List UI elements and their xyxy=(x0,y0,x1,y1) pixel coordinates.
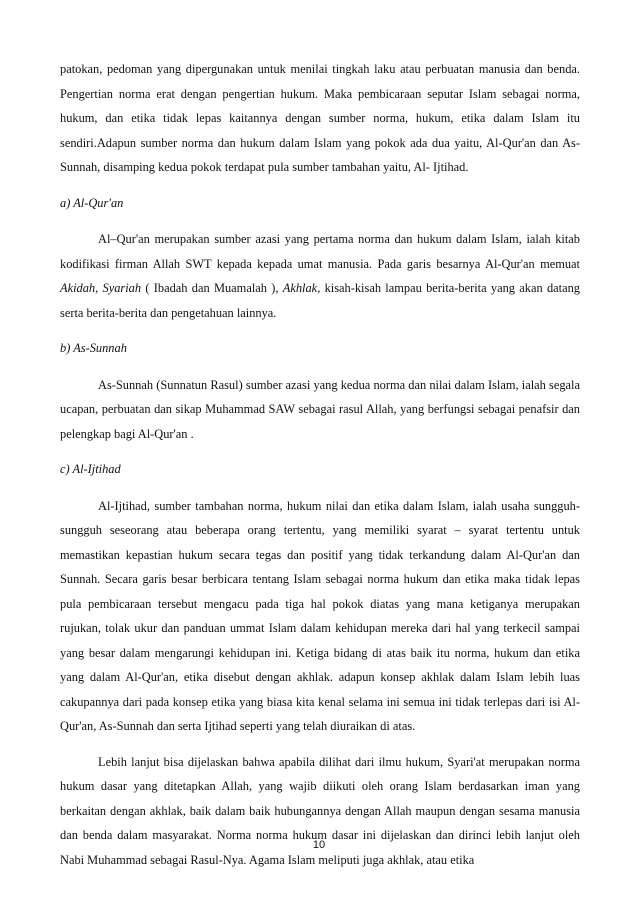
heading-al-quran: a) Al-Qur'an xyxy=(60,195,124,210)
paragraph-al-quran xyxy=(60,227,580,325)
text-segment: Al–Qur'an merupakan sumber azasi yang pertama norma dan hukum dalam Islam, ialah kitab kodifikasi firman Allah SWT kepada kepada umat manusia. Pada garis besarnya Al-Qur'an memuat xyxy=(60,232,580,271)
paragraph-al-ijtihad: Al-Ijtihad, sumber tambahan norma, hukum nilai dan etika dalam Islam, ialah usaha sungguh-sungguh seseorang atau beberapa orang tertentu, yang memiliki syarat – syarat tertentu untuk memastikan kepastian hukum secara tegas dan positif yang tidak terkandung dalam Al-Qur'an dan Sunnah. Secara garis besar berbicara tentang Islam sebagai norma hukum dan etika maka tidak lepas pula pembicaraan tersebut mengacu pada tiga hal pokok diatas yang mana ketiganya merupakan rujukan, tolak ukur dan panduan ummat Islam dalam kehidupan mereka dari hal yang terkecil sampai yang besar dalam mengarungi kehidupan ini. Ketiga bidang di atas baik itu norma, hukum dan etika yang dalam Al-Qur'an, etika disebut dengan akhlak. adapun konsep akhlak dalam Islam lebih luas cakupannya dari pada konsep etika yang biasa kita kenal selama ini semua ini tidak terlepas dari isi Al-Qur'an, As-Sunnah dan serta Ijtihad seperti yang telah diuraikan di atas. xyxy=(60,498,580,733)
document-page xyxy=(60,57,580,872)
text-segment: ( Ibadah dan Muamalah ), xyxy=(141,281,283,295)
paragraph-as-sunnah: As-Sunnah (Sunnatun Rasul) sumber azasi yang kedua norma dan nilai dalam Islam, ialah segala ucapan, perbuatan dan sikap Muhammad SAW sebagai rasul Allah, yang berfungsi sebagai penafsir dan pelengkap bagi Al-Qur'an . xyxy=(60,377,580,441)
page-number: 10 xyxy=(312,839,326,851)
term-syariah: Syariah xyxy=(102,281,142,295)
heading-al-ijtihad: c) Al-Ijtihad xyxy=(60,462,121,476)
term-akidah: Akidah xyxy=(60,281,96,295)
term-akhlak: Akhlak xyxy=(282,281,318,295)
text-segment: , xyxy=(95,281,103,295)
heading-as-sunnah: b) As-Sunnah xyxy=(60,341,127,355)
paragraph-intro: patokan, pedoman yang dipergunakan untuk menilai tingkah laku atau perbuatan manusia dan benda. Pengertian norma erat dengan pengertian hukum. Maka pembicaraan seputar Islam sebagai norma, hukum, dan etika tidak lepas kaitannya dengan sumber norma, hukum, etika dalam Islam itu sendiri.Adapun sumber norma dan hukum dalam Islam yang pokok ada dua yaitu, Al-Qur'an dan As-Sunnah, disamping kedua pokok terdapat pula sumber tambahan yaitu, Al- Ijtihad. xyxy=(60,62,580,174)
paragraph-syariat: Lebih lanjut bisa dijelaskan bahwa apabila dilihat dari ilmu hukum, Syari'at merupakan norma hukum dasar yang ditetapkan Allah, yang wajib diikuti oleh orang Islam berdasarkan iman yang berkaitan dengan akhlak, baik dalam baik hubungannya dengan Allah maupun dengan sesama manusia dan benda dalam masyarakat. Norma norma hukum dasar ini dijelaskan dan dirinci lebih lanjut oleh Nabi Muhammad sebagai Rasul-Nya. Agama Islam meliputi juga akhlak, atau etika xyxy=(60,754,580,867)
text-segment: , kisah-kisah lampau berita-berita yang akan datang serta berita-berita dan pengetahuan lainnya. xyxy=(60,281,580,320)
